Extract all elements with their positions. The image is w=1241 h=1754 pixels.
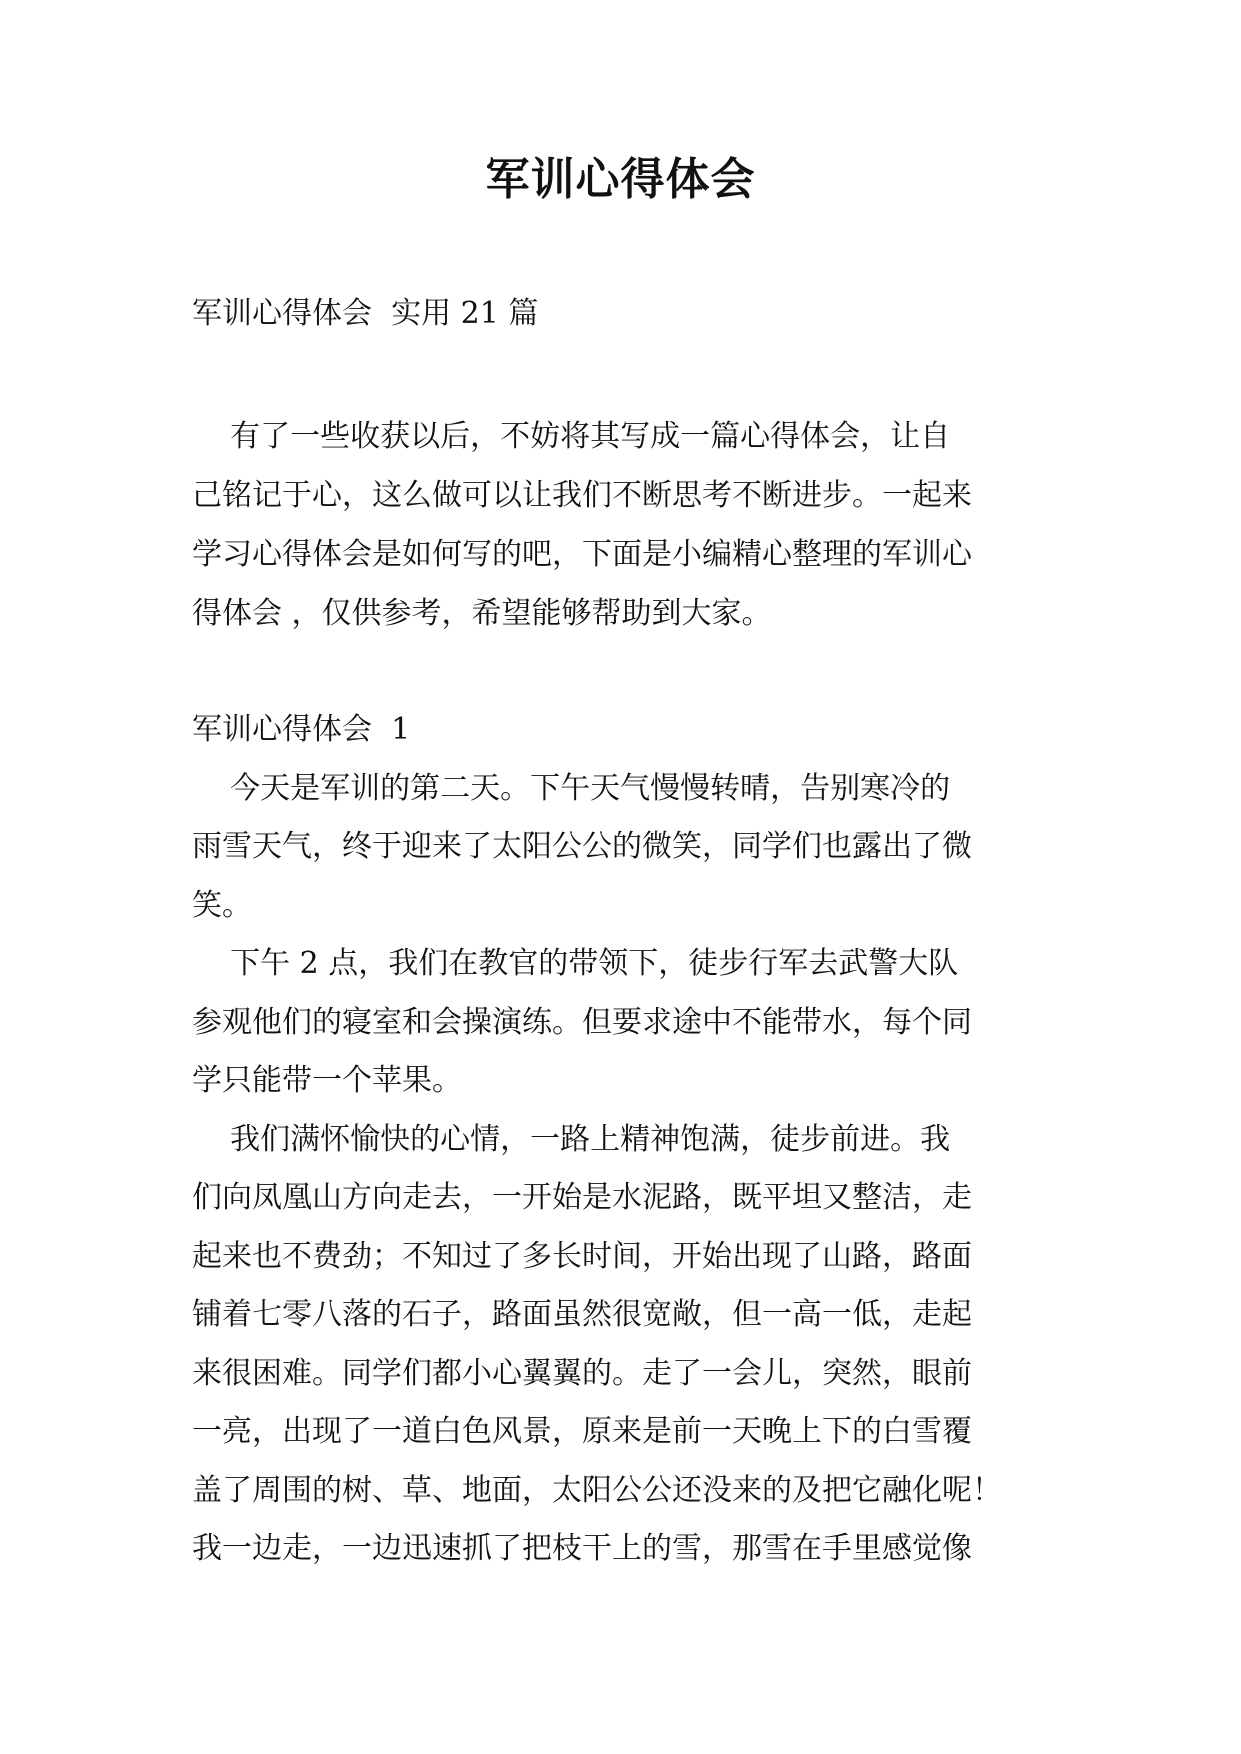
body-line: 们向凤凰山方向走去，一开始是水泥路，既平坦又整洁，走 xyxy=(192,1180,972,1215)
body-line: 笑。 xyxy=(192,887,252,923)
body-line: 来很困难。同学们都小心翼翼的。走了一会儿，突然，眼前 xyxy=(192,1355,972,1391)
body-line: 参观他们的寝室和会操演练。但要求途中不能带水，每个同 xyxy=(192,1004,972,1040)
body-line: 下午 2 点，我们在教官的带领下，徒步行军去武警大队 xyxy=(192,946,959,981)
body-line: 今天是军训的第二天。下午天气慢慢转晴，告别寒冷的 xyxy=(192,770,951,806)
document-subtitle: 军训心得体会 实用 21 篇 xyxy=(192,296,539,331)
intro-line: 学习心得体会是如何写的吧，下面是小编精心整理的军训心 xyxy=(192,537,972,572)
intro-line: 得体会 ，仅供参考，希望能够帮助到大家。 xyxy=(192,596,772,631)
essay-section-1 xyxy=(192,701,1062,1579)
intro-paragraph xyxy=(192,407,1062,643)
body-line: 起来也不费劲；不知过了多长时间，开始出现了山路，路面 xyxy=(192,1238,972,1274)
body-line: 我们满怀愉快的心情，一路上精神饱满，徒步前进。我 xyxy=(192,1121,951,1157)
body-line: 学只能带一个苹果。 xyxy=(192,1063,462,1098)
intro-line: 己铭记于心，这么做可以让我们不断思考不断进步。一起来 xyxy=(192,478,972,513)
body-line: 盖了周围的树、草、地面，太阳公公还没来的及把它融化呢！ xyxy=(192,1472,1002,1508)
body-line: 雨雪天气，终于迎来了太阳公公的微笑，同学们也露出了微 xyxy=(192,829,972,864)
body-line: 铺着七零八落的石子，路面虽然很宽敞，但一高一低，走起 xyxy=(192,1297,972,1332)
body-line: 我一边走，一边迅速抓了把枝干上的雪，那雪在手里感觉像 xyxy=(192,1531,972,1566)
document-title: 军训心得体会 xyxy=(485,154,756,205)
intro-line: 有了一些收获以后，不妨将其写成一篇心得体会，让自 xyxy=(192,419,951,454)
section-heading: 军训心得体会 1 xyxy=(192,712,411,747)
body-line: 一亮，出现了一道白色风景，原来是前一天晚上下的白雪覆 xyxy=(192,1414,972,1449)
